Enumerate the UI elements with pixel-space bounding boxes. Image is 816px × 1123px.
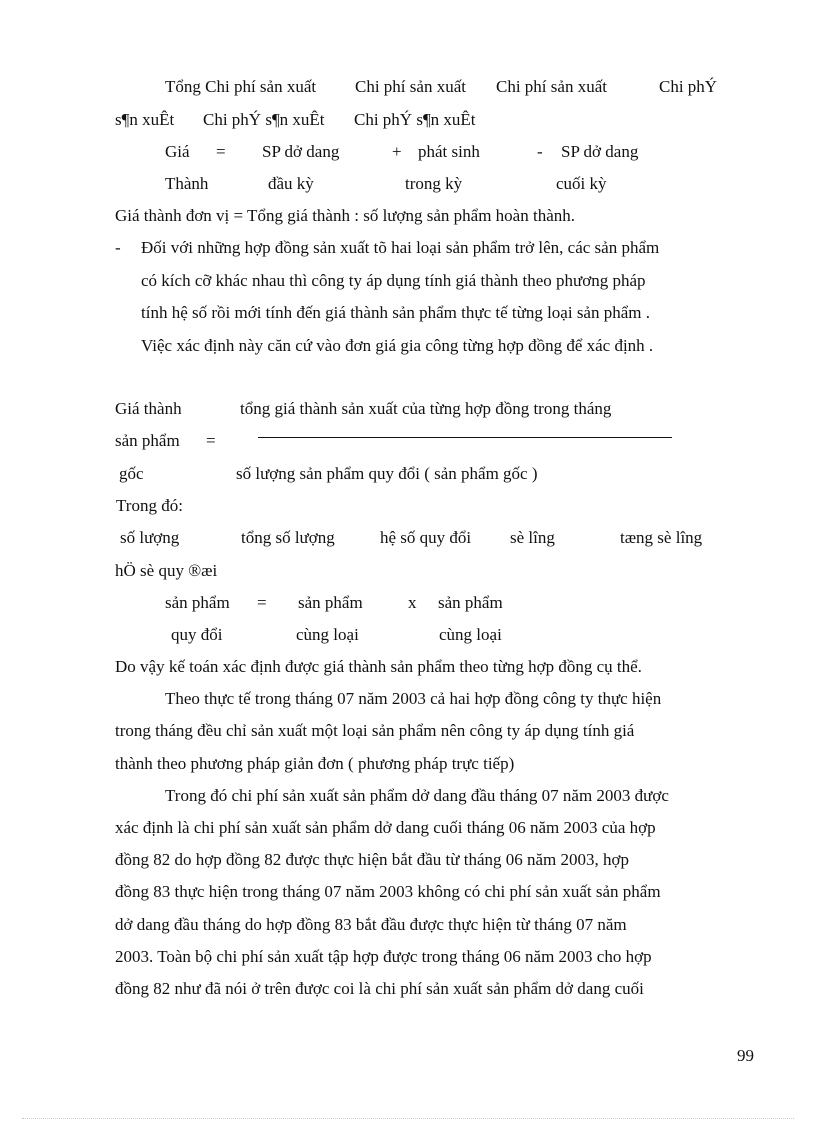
formula3-term: cùng loại bbox=[439, 625, 502, 644]
formula1-thanh: Thành bbox=[165, 174, 209, 193]
formula1-equals: = bbox=[216, 142, 226, 161]
paragraph-line: trong tháng đều chỉ sản xuất một loại sản phẩm nên công ty áp dụng tính giá bbox=[115, 721, 635, 740]
formula3-term: số lượng bbox=[120, 528, 180, 547]
page-number: 99 bbox=[737, 1046, 754, 1065]
formula1-end-period: cuối kỳ bbox=[556, 174, 607, 193]
formula1-plus: + bbox=[392, 142, 402, 161]
unit-cost-formula: Giá thành đơn vị = Tổng giá thành : số lượng sản phẩm hoàn thành. bbox=[115, 206, 575, 225]
formula2-left-label: gốc bbox=[119, 464, 144, 483]
formula3-term: hệ số quy đổi bbox=[380, 528, 472, 547]
bullet-marker: - bbox=[115, 238, 121, 257]
formula1-term-cost-c: Chi phÝ bbox=[659, 77, 718, 96]
paragraph-line: Theo thực tế trong tháng 07 năm 2003 cả hai hợp đồng công ty thực hiện bbox=[165, 689, 662, 708]
formula3-term: tổng số lượng bbox=[241, 528, 335, 547]
formula1-term-cost-a: Chi phí sản xuất bbox=[355, 77, 466, 96]
formula3-garbled: sè lîng bbox=[510, 528, 555, 547]
bullet-line: tính hệ số rồi mới tính đến giá thành sản phẩm thực tế từng loại sản phẩm . bbox=[141, 303, 650, 322]
bottom-dotted-border bbox=[22, 1118, 794, 1119]
paragraph-line: thành theo phương pháp giản đơn ( phương pháp trực tiếp) bbox=[115, 754, 515, 773]
bullet-line: Đối với những hợp đồng sản xuất tõ hai loại sản phẩm trở lên, các sản phẩm bbox=[141, 238, 660, 257]
formula3-term: sản phẩm bbox=[165, 593, 230, 612]
bullet-line: Việc xác định này căn cứ vào đơn giá gia công từng hợp đồng để xác định . bbox=[141, 336, 654, 355]
paragraph-line: Do vậy kế toán xác định được giá thành sản phẩm theo từng hợp đồng cụ thể. bbox=[115, 657, 642, 676]
formula2-numerator: tổng giá thành sản xuất của từng hợp đồng trong tháng bbox=[240, 399, 612, 418]
formula1-garbled-c: Chi phÝ s¶n xuÊt bbox=[354, 110, 476, 129]
formula1-term-cost-b: Chi phí sản xuất bbox=[496, 77, 607, 96]
formula1-wip-begin: SP dở dang bbox=[262, 142, 340, 161]
paragraph-line: Trong đó chi phí sản xuất sản phẩm dở dang đầu tháng 07 năm 2003 được bbox=[165, 786, 669, 805]
formula1-term-total: Tổng Chi phí sản xuất bbox=[165, 77, 317, 96]
paragraph-line: xác định là chi phí sản xuất sản phẩm dở dang cuối tháng 06 năm 2003 của hợp bbox=[115, 818, 656, 837]
formula1-in-period: trong kỳ bbox=[405, 174, 463, 193]
formula2-denominator: số lượng sản phẩm quy đổi ( sản phẩm gốc ) bbox=[236, 464, 538, 483]
paragraph-line: đồng 82 do hợp đồng 82 được thực hiện bắt đầu từ tháng 06 năm 2003, hợp bbox=[115, 850, 630, 869]
paragraph-line: đồng 82 như đã nói ở trên được coi là chi phí sản xuất sản phẩm dở dang cuối bbox=[115, 979, 644, 998]
formula2-left-label: Giá thành bbox=[115, 399, 182, 418]
formula3-term: cùng loại bbox=[296, 625, 359, 644]
formula3-times: x bbox=[408, 593, 417, 612]
formula3-equals: = bbox=[257, 593, 267, 612]
formula2-left-label: sản phẩm bbox=[115, 431, 180, 450]
paragraph-line: đồng 83 thực hiện trong tháng 07 năm 2003 không có chi phí sản xuất sản phẩm bbox=[115, 882, 661, 901]
formula1-wip-end: SP dở dang bbox=[561, 142, 639, 161]
formula3-term: sản phẩm bbox=[298, 593, 363, 612]
fraction-bar bbox=[258, 437, 672, 438]
formula1-garbled-a: s¶n xuÊt bbox=[115, 110, 175, 129]
paragraph-line: dở dang đầu tháng do hợp đồng 83 bắt đầu được thực hiện từ tháng 07 năm bbox=[115, 915, 627, 934]
formula1-garbled-b: Chi phÝ s¶n xuÊt bbox=[203, 110, 325, 129]
formula3-garbled: hÖ sè quy ®æi bbox=[115, 561, 218, 580]
formula1-gia: Giá bbox=[165, 142, 190, 161]
formula1-minus: - bbox=[537, 142, 543, 161]
formula2-equals: = bbox=[206, 431, 216, 450]
where-label: Trong đó: bbox=[116, 496, 183, 515]
formula3-term: quy đổi bbox=[171, 625, 223, 644]
formula1-incurred: phát sinh bbox=[418, 142, 480, 161]
formula1-begin-period: đầu kỳ bbox=[268, 174, 314, 193]
formula3-garbled: tæng sè lîng bbox=[620, 528, 703, 547]
bullet-line: có kích cỡ khác nhau thì công ty áp dụng tính giá thành theo phương pháp bbox=[141, 271, 646, 290]
formula3-term: sản phẩm bbox=[438, 593, 503, 612]
paragraph-line: 2003. Toàn bộ chi phí sản xuất tập hợp được trong tháng 06 năm 2003 cho hợp bbox=[115, 947, 652, 966]
